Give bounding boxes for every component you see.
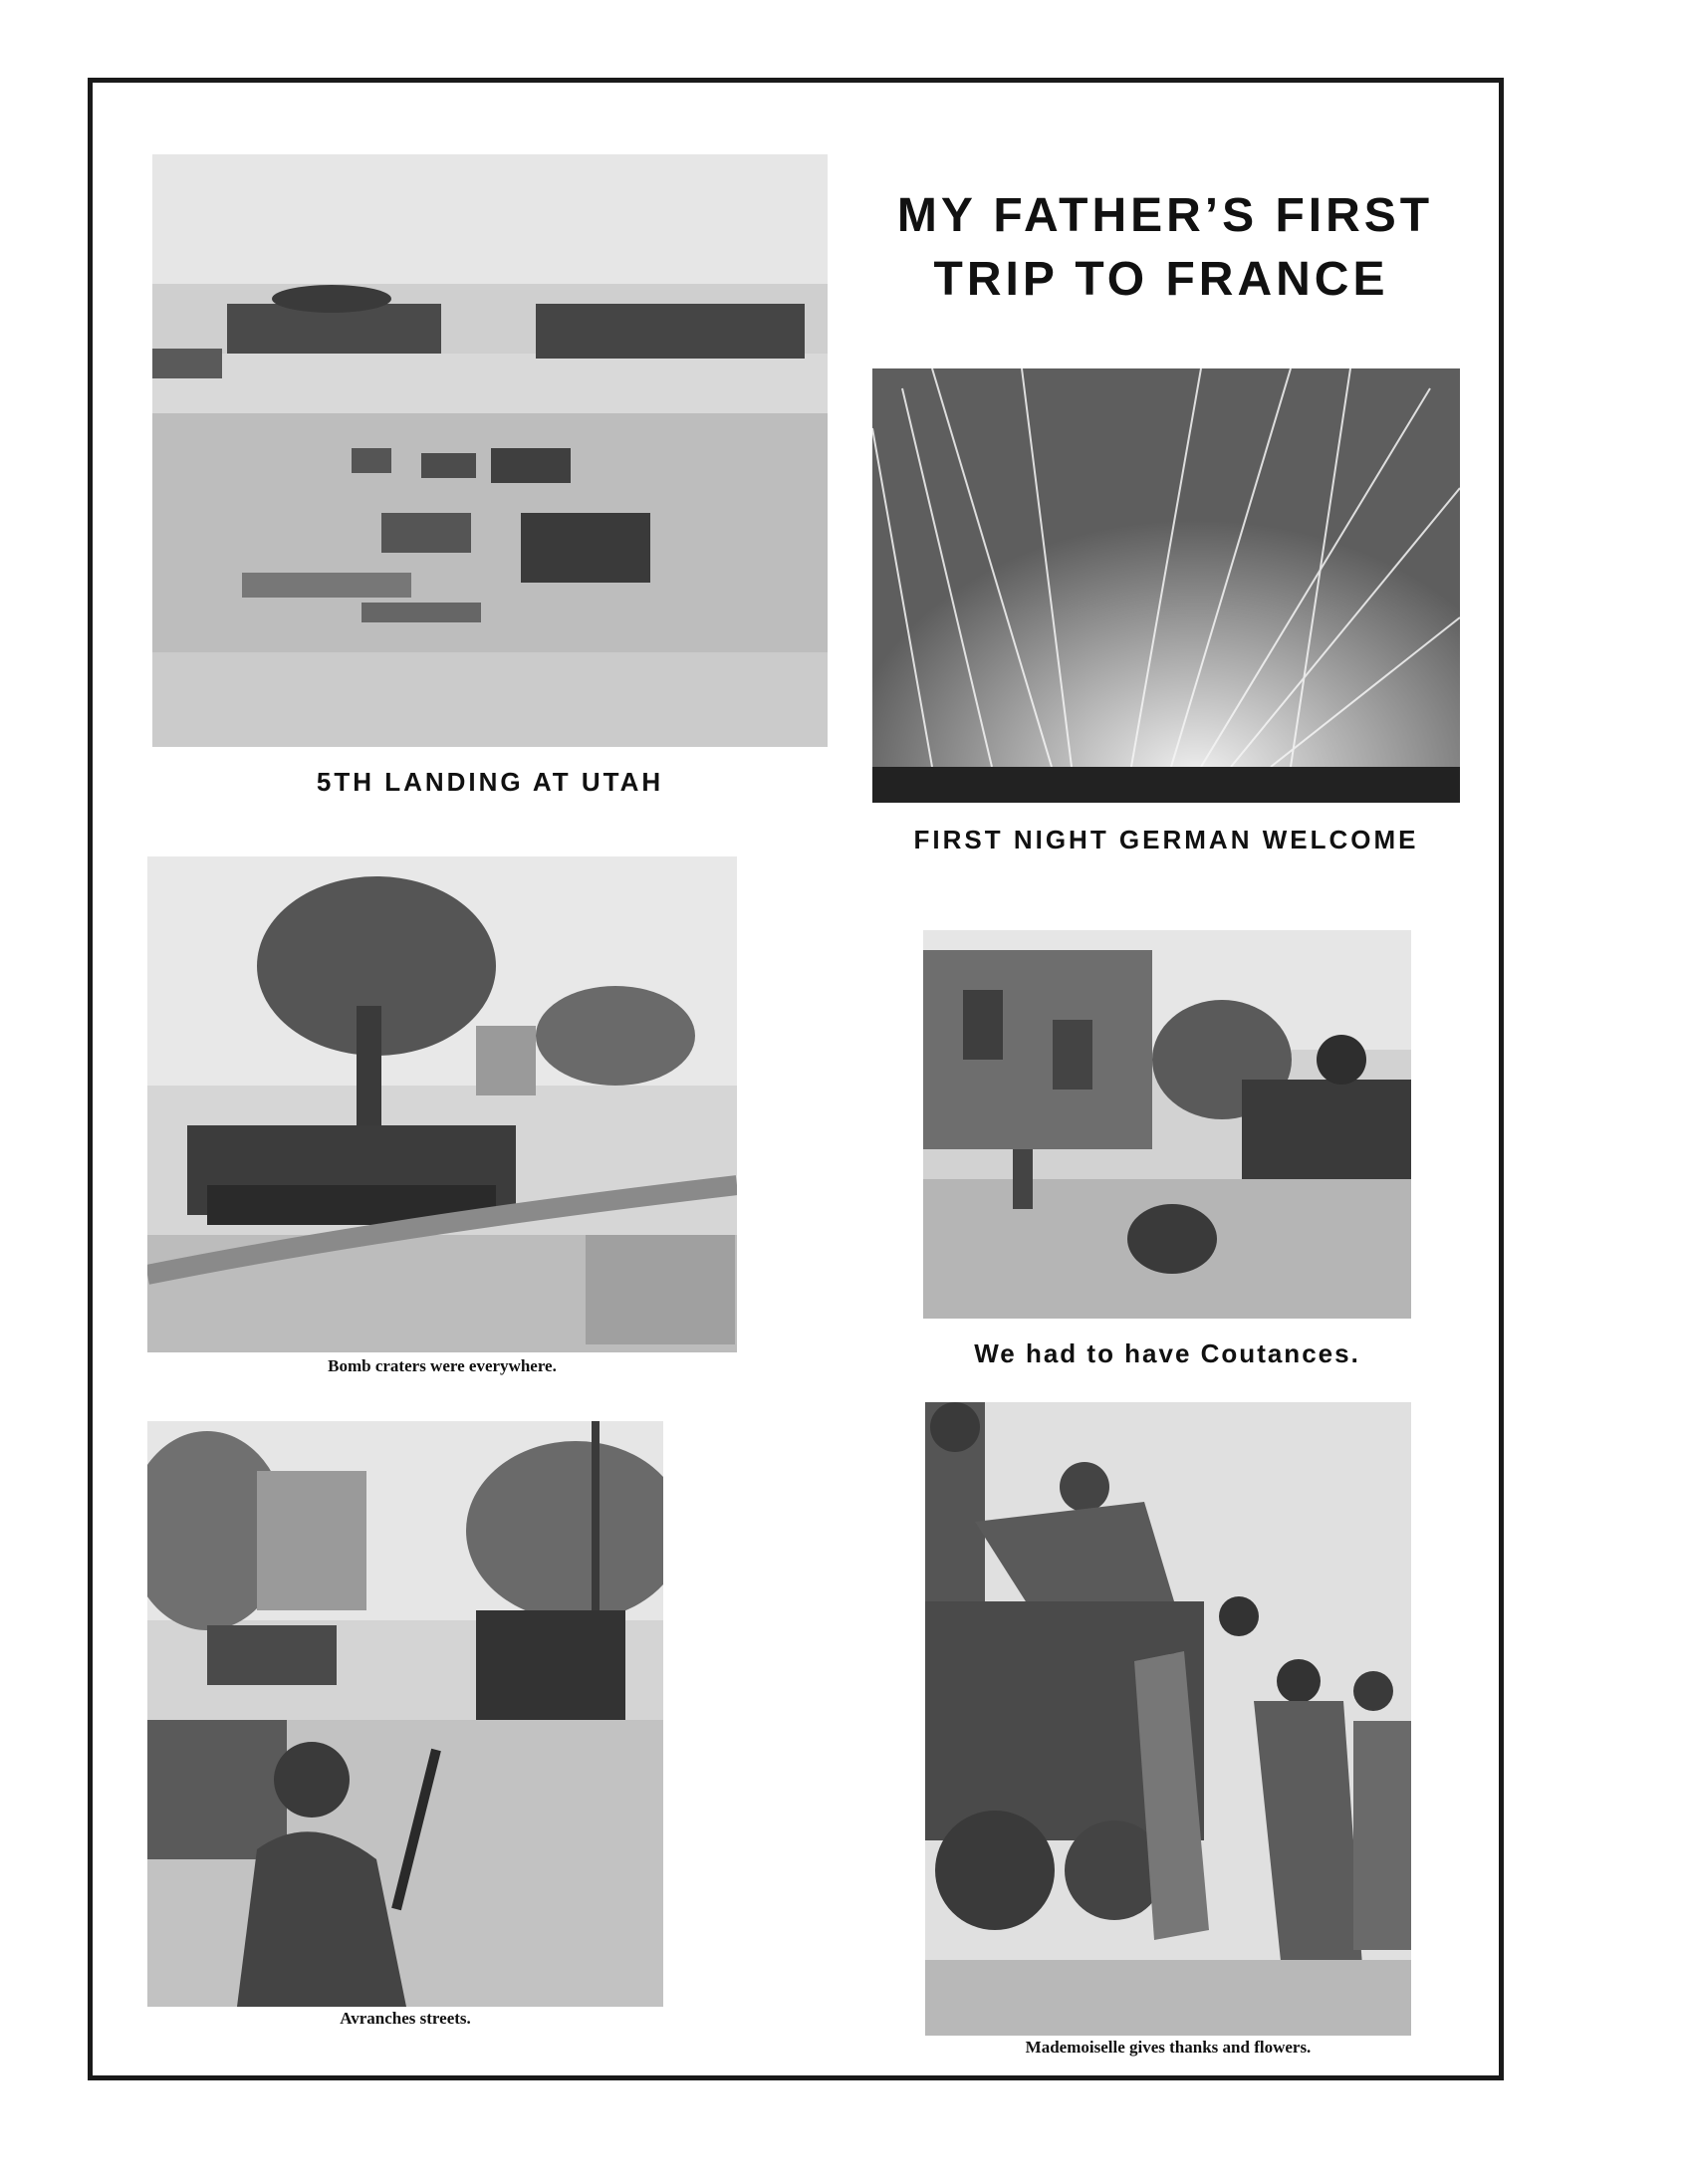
caption-utah-landing: 5TH LANDING AT UTAH bbox=[316, 767, 664, 797]
caption-german-welcome: FIRST NIGHT GERMAN WELCOME bbox=[913, 825, 1419, 854]
photo-utah-landing bbox=[152, 154, 828, 747]
photo-german-welcome bbox=[872, 368, 1460, 803]
page-title bbox=[856, 184, 1474, 312]
title-line-1: MY FATHER’S FIRST bbox=[896, 189, 1434, 242]
photo-avranches bbox=[147, 1421, 663, 2007]
photo-coutances bbox=[923, 930, 1411, 1319]
caption-bomb-craters: Bomb craters were everywhere. bbox=[328, 1356, 557, 1375]
caption-coutances: We had to have Coutances. bbox=[974, 1338, 1360, 1368]
caption-avranches: Avranches streets. bbox=[340, 2009, 471, 2028]
photo-bomb-craters bbox=[147, 856, 737, 1352]
title-line-2: TRIP TO FRANCE bbox=[933, 253, 1389, 306]
photo-mademoiselle bbox=[925, 1402, 1411, 2036]
caption-mademoiselle: Mademoiselle gives thanks and flowers. bbox=[1025, 2038, 1312, 2057]
